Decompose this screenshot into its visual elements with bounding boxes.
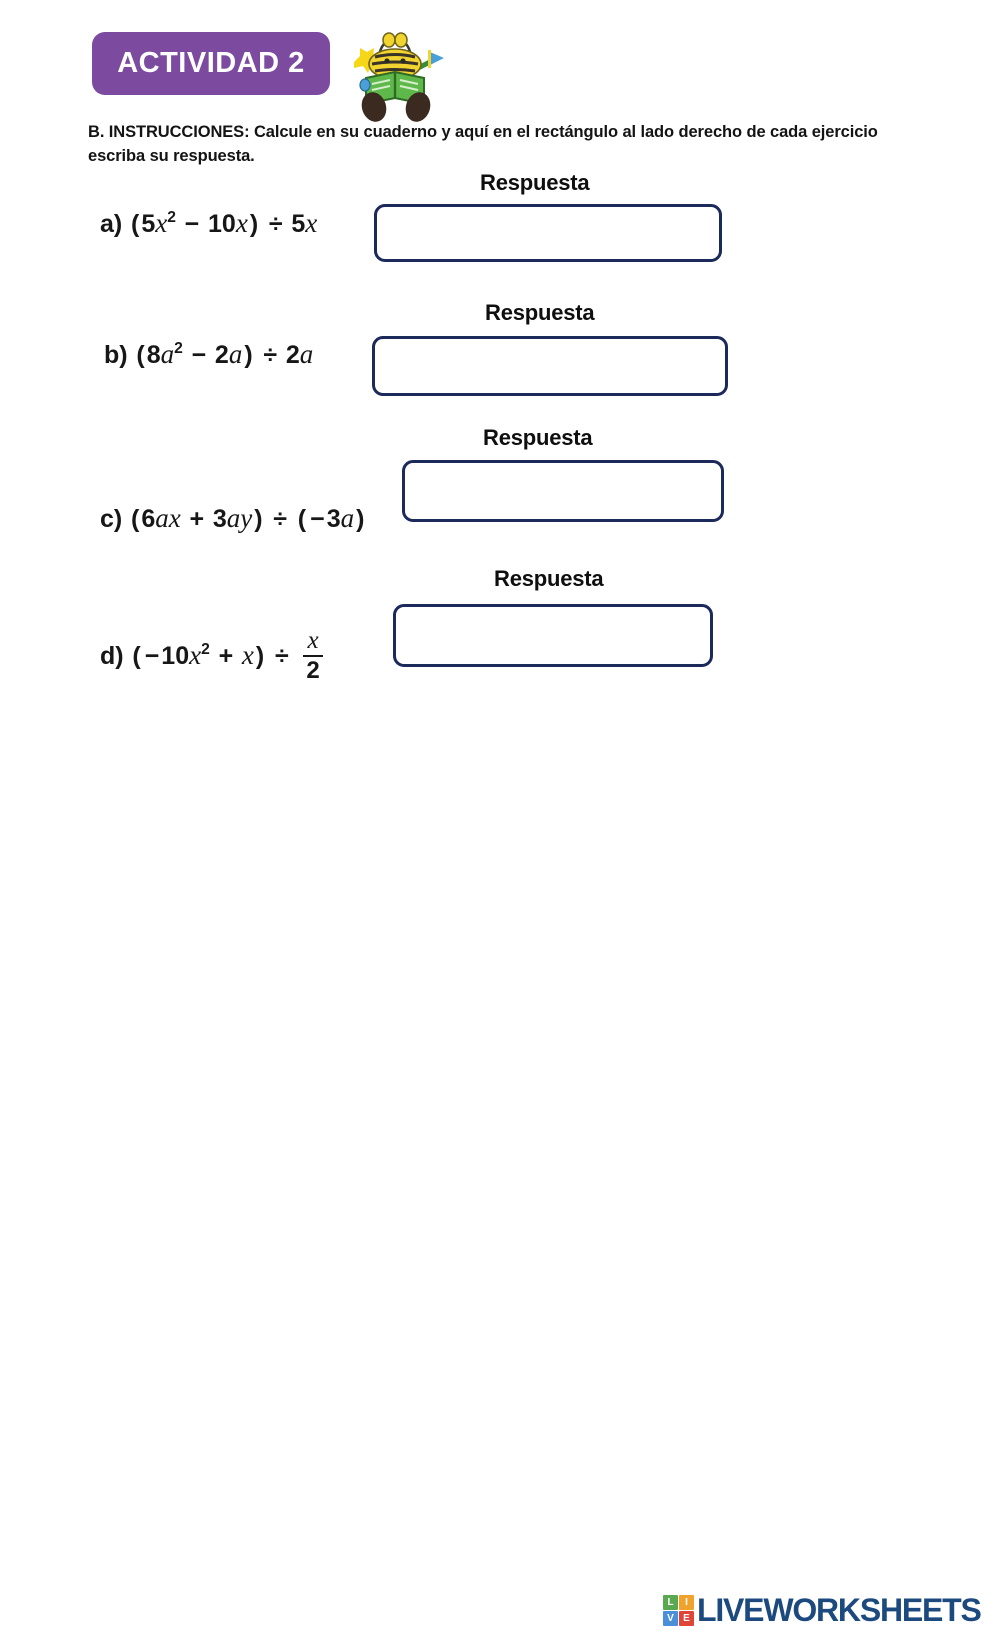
bee-mascot-icon xyxy=(340,28,452,124)
activity-header xyxy=(92,28,492,106)
exercise-expression-c: c) (6ax + 3ay) ÷ ( −3a) xyxy=(100,503,365,533)
answer-label-c: Respuesta xyxy=(483,425,593,450)
logo-square-e: E xyxy=(679,1611,694,1626)
activity-badge-label: ACTIVIDAD 2 xyxy=(117,47,305,79)
logo-square-l: L xyxy=(663,1595,678,1610)
exercise-expression-a: a) $(5x^2 - 10x) \div 5x$ xyxy=(100,208,318,238)
logo-square-i: I xyxy=(679,1595,694,1610)
answer-box-d[interactable] xyxy=(393,604,713,667)
answer-box-c[interactable] xyxy=(402,460,724,522)
answer-box-a[interactable] xyxy=(374,204,722,262)
answer-label-d: Respuesta xyxy=(494,566,604,591)
liveworksheets-logo-mark xyxy=(663,1595,694,1626)
answer-label-a: Respuesta xyxy=(480,170,590,195)
answer-box-b[interactable] xyxy=(372,336,728,396)
liveworksheets-logo-text: LIVEWORKSHEETS xyxy=(697,1591,981,1628)
exercise-expression-d: d) ( $-10x^2 + x$) ÷ $\frac{x}{2}$ xyxy=(100,630,323,685)
exercise-expression-b: b) $(8a^2 - 2a) \div 2a$ xyxy=(104,339,314,369)
logo-square-v: V xyxy=(663,1611,678,1626)
liveworksheets-logo xyxy=(663,1592,981,1628)
activity-badge xyxy=(92,32,330,95)
answer-label-b: Respuesta xyxy=(485,300,595,325)
instructions-text: B. INSTRUCCIONES: Calcule en su cuaderno y aquí en el rectángulo al lado derecho de cada ejercicio escriba su respuesta. xyxy=(88,123,878,166)
fraction-x-over-2: $\frac{x}{2}$ xyxy=(303,628,322,683)
